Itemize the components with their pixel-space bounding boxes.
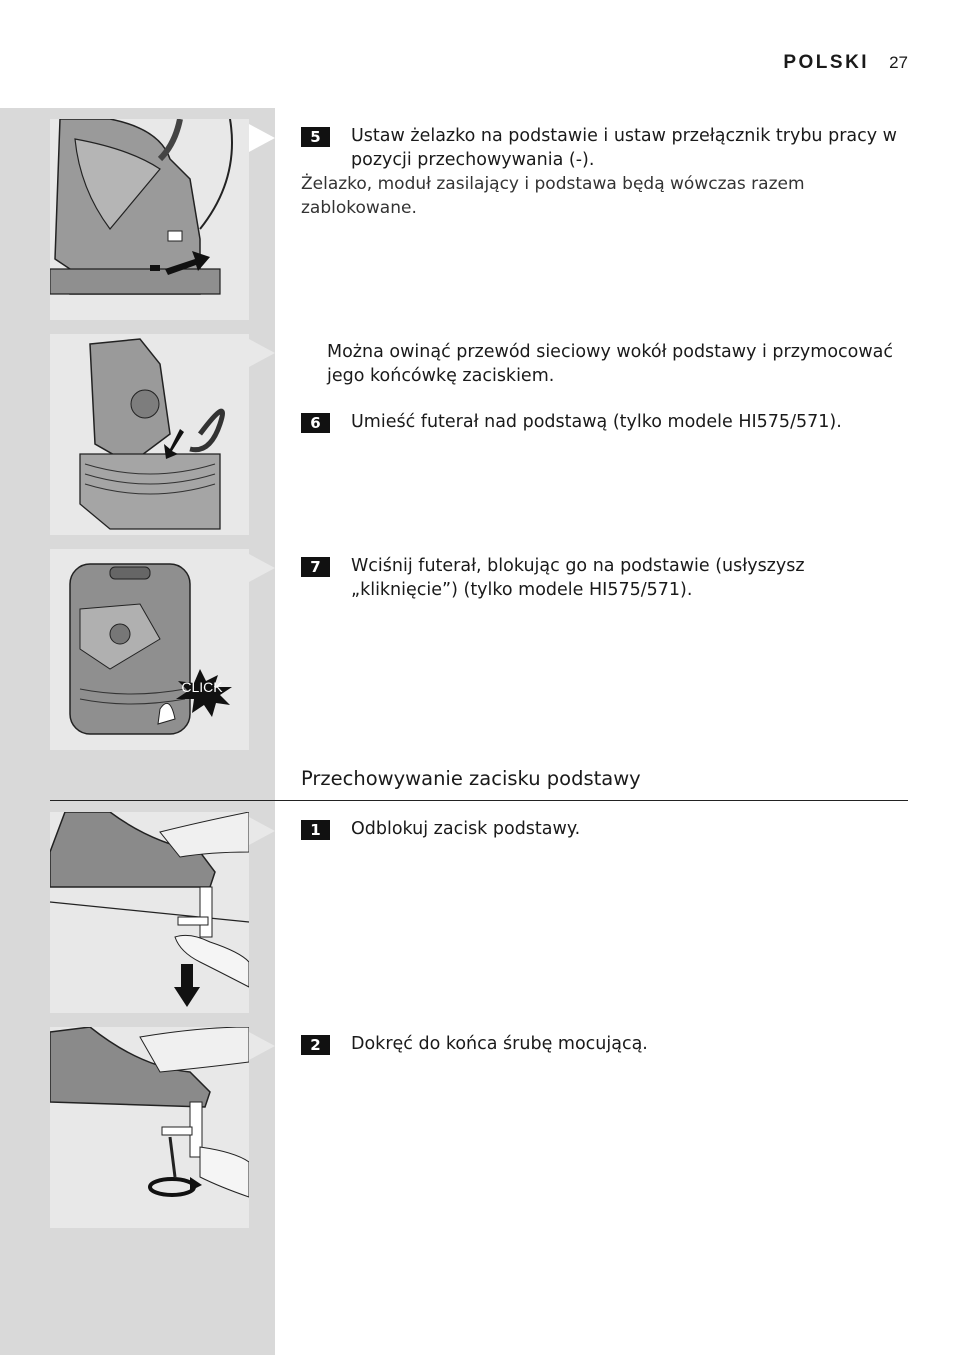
- click-label: CLICK: [181, 679, 223, 695]
- clamp-step-1: [301, 817, 911, 841]
- illustration-pointer: [249, 817, 275, 845]
- illustration-iron-on-base-switch: [50, 119, 249, 320]
- illustration-unlock-clamp: [50, 812, 249, 1013]
- step-6: [301, 410, 911, 434]
- illustration-tighten-screw: [50, 1027, 249, 1228]
- step-number: 2: [301, 1035, 330, 1055]
- language-label: POLSKI: [783, 52, 870, 73]
- illustration-pointer: [249, 554, 275, 582]
- section-title: Przechowywanie zacisku podstawy: [301, 767, 641, 790]
- step-text: Odblokuj zacisk podstawy.: [351, 819, 581, 839]
- illustration-pointer: [249, 124, 275, 152]
- step-5: [301, 124, 911, 172]
- illustration-pointer: [249, 1032, 275, 1060]
- step-number: 7: [301, 557, 330, 577]
- illustration-pointer: [249, 339, 275, 367]
- step-text: Dokręć do końca śrubę mocującą.: [351, 1034, 648, 1054]
- section-divider: [50, 800, 908, 801]
- step-5-result: Żelazko, moduł zasilający i podstawa będą wówczas razem zablokowane.: [301, 174, 805, 218]
- step-text: Umieść futerał nad podstawą (tylko modele HI575/571).: [351, 412, 842, 432]
- step-text: Wciśnij futerał, blokując go na podstawie (usłyszysz „kliknięcie”) (tylko modele HI575/571).: [351, 556, 805, 600]
- illustration-cord-wrapped: [50, 334, 249, 535]
- step-number: 6: [301, 413, 330, 433]
- step-number: 5: [301, 127, 330, 147]
- page-number: 27: [889, 53, 908, 72]
- step-7: [301, 554, 911, 602]
- clamp-step-2: [301, 1032, 911, 1056]
- step-text: Ustaw żelazko na podstawie i ustaw przełącznik trybu pracy w pozycji przechowywania (-).: [351, 126, 897, 170]
- tip-cord-wrap: Można owinąć przewód sieciowy wokół podstawy i przymocować jego końcówkę zaciskiem.: [327, 342, 894, 386]
- illustration-case-click: [50, 549, 249, 750]
- step-number: 1: [301, 820, 330, 840]
- page-header: [783, 52, 908, 74]
